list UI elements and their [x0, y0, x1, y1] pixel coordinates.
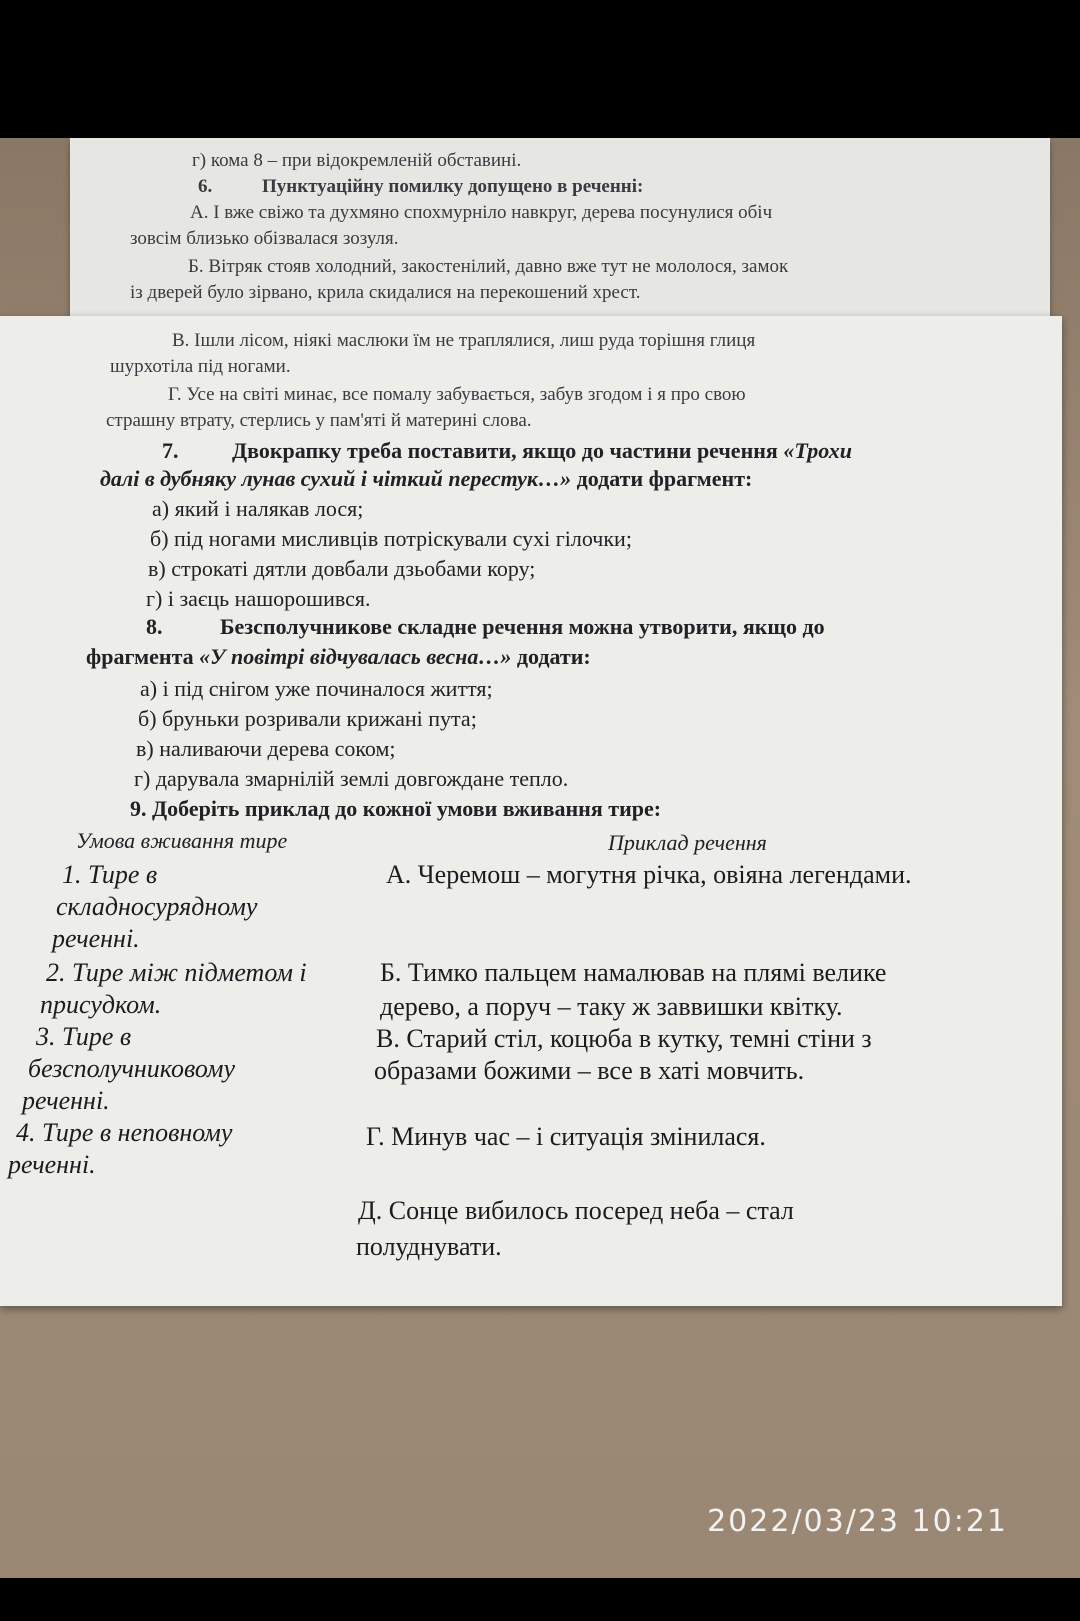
q8-option-a: а) і під снігом уже починалося життя;	[140, 676, 493, 701]
column-right-header: Приклад речення	[608, 830, 767, 855]
condition-1-line2: складносурядному	[56, 892, 258, 921]
example-a: А. Черемош – могутня річка, овіяна легендами.	[386, 860, 912, 889]
condition-3-line2: безсполучниковому	[28, 1054, 236, 1083]
example-v-line2: образами божими – все в хаті мовчить.	[374, 1056, 805, 1085]
q8-option-v: в) наливаючи дерева соком;	[136, 736, 396, 761]
question-8-title-2	[86, 644, 591, 670]
condition-2-line1: 2. Тире між підметом і	[46, 958, 307, 987]
question-7-quote-1: «Трохи	[783, 438, 853, 463]
column-left-header: Умова вживання тире	[76, 828, 288, 853]
q6-option-v-line2: шурхотіла під ногами.	[110, 356, 291, 377]
question-8-quote: «У повітрі відчувалась весна…»	[199, 644, 512, 669]
example-d-line2: полуднувати.	[356, 1232, 502, 1261]
condition-3-line3: реченні.	[22, 1086, 110, 1115]
condition-2-line2: присудком.	[40, 990, 162, 1019]
question-8-number: 8.	[146, 614, 163, 639]
example-b-line1: Б. Тимко пальцем намалював на плямі велике	[380, 958, 887, 987]
document-photo	[0, 138, 1080, 1578]
question-7-title-end: додати фрагмент:	[571, 466, 753, 491]
example-v-line1: В. Старий стіл, коцюба в кутку, темні стіни з	[376, 1024, 872, 1053]
q6-option-b-line2: із дверей було зірвано, крила скидалися на перекошений хрест.	[130, 282, 641, 303]
q8-option-b: б) бруньки розривали крижані пута;	[138, 706, 477, 731]
condition-1-line3: реченні.	[52, 924, 140, 953]
q6-option-g-line2: страшну втрату, стерлись у пам'яті й материні слова.	[106, 410, 532, 431]
q7-option-a: а) який і налякав лося;	[152, 496, 364, 521]
condition-3-line1: 3. Тире в	[36, 1022, 132, 1051]
question-6-title: Пунктуаційну помилку допущено в реченні:	[262, 176, 644, 197]
q7-option-v: в) строкаті дятли довбали дзьобами кору;	[148, 556, 536, 581]
question-8-title-start: фрагмента	[86, 644, 200, 669]
option-g-line: г) кома 8 – при відокремленій обставині.	[192, 150, 522, 171]
question-8-title-end: додати:	[511, 644, 591, 669]
q7-option-g: г) і заєць нашорошився.	[146, 586, 371, 611]
example-g: Г. Минув час – і ситуація змінилася.	[366, 1122, 766, 1151]
condition-1-line1: 1. Тире в	[62, 860, 158, 889]
question-8-title-1: Безсполучникове складне речення можна утворити, якщо до	[220, 614, 825, 639]
q6-option-v-line1: В. Ішли лісом, ніякі маслюки їм не траплялися, лиш руда торішня глиця	[172, 330, 756, 351]
q6-option-a-line2: зовсім близько обізвалася зозуля.	[130, 228, 399, 249]
q6-option-a-line1: А. І вже свіжо та духмяно спохмурніло навкруг, дерева посунулися обіч	[190, 202, 773, 223]
question-6-number: 6.	[198, 176, 213, 197]
question-9-title: 9. Доберіть приклад до кожної умови вживання тире:	[130, 796, 662, 821]
q8-option-g: г) дарувала змарнілій землі довгождане тепло.	[134, 766, 569, 791]
question-7-quote-2: далі в дубняку лунав сухий і чіткий перестук…»	[100, 466, 572, 491]
question-7-number: 7.	[162, 438, 179, 463]
q6-option-g-line1: Г. Усе на світі минає, все помалу забувається, забув згодом і я про свою	[168, 384, 746, 405]
q6-option-b-line1: Б. Вітряк стояв холодний, закостенілий, давно вже тут не мололося, замок	[188, 256, 789, 277]
condition-4-line2: реченні.	[8, 1150, 96, 1179]
example-d-line1: Д. Сонце вибилось посеред неба – стал	[358, 1196, 794, 1225]
question-7-title-2	[100, 466, 752, 492]
example-b-line2: дерево, а поруч – таку ж заввишки квітку.	[380, 992, 843, 1021]
question-7-title-1	[232, 438, 852, 464]
q7-option-b: б) під ногами мисливців потріскували сухі гілочки;	[150, 526, 632, 551]
question-7-title-text: Двокрапку треба поставити, якщо до частини речення	[232, 438, 778, 463]
photo-timestamp: 2022/03/23 10:21	[707, 1504, 1008, 1539]
condition-4-line1: 4. Тире в неповному	[16, 1118, 233, 1147]
